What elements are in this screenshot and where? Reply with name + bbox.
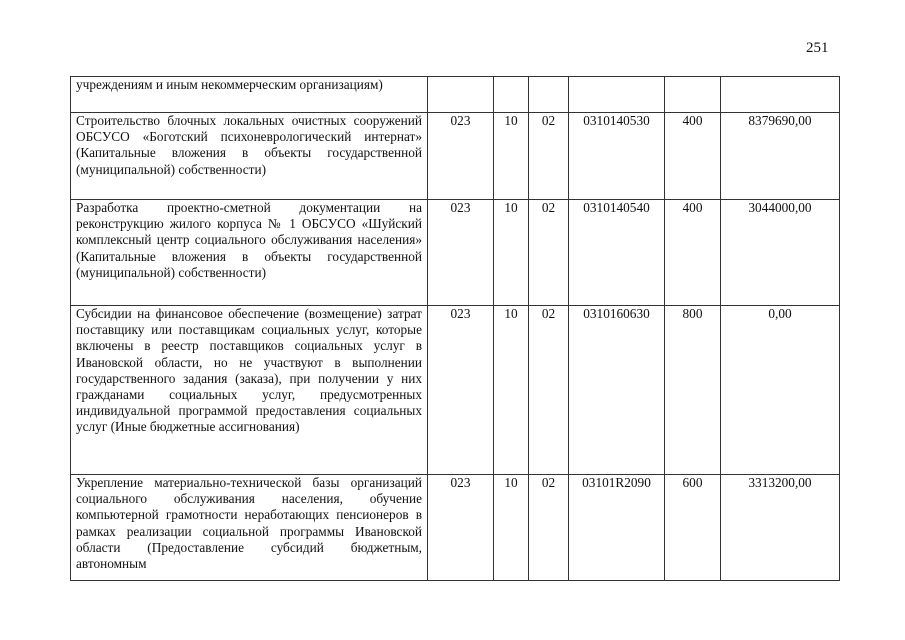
department-code: 023 (428, 306, 494, 475)
target-article-code: 0310140540 (569, 200, 665, 306)
section-code: 10 (494, 306, 529, 475)
page-number: 251 (806, 40, 829, 56)
table-row (71, 200, 840, 306)
department-code (428, 77, 494, 113)
department-code: 023 (428, 113, 494, 200)
target-article-code: 0310160630 (569, 306, 665, 475)
target-article-code: 0310140530 (569, 113, 665, 200)
table-row (71, 475, 840, 581)
section-code (494, 77, 529, 113)
department-code: 023 (428, 200, 494, 306)
expense-name: Разработка проектно-сметной документации на реконструкцию жилого корпуса № 1 ОБСУСО «Шуйский комплексный центр социального обслуживания населения» (Капитальные вложения в объекты государственной (муниципальной) собственности) (71, 200, 428, 306)
expense-type-code: 400 (665, 200, 721, 306)
section-code: 10 (494, 475, 529, 581)
subsection-code: 02 (529, 475, 569, 581)
department-code: 023 (428, 475, 494, 581)
amount: 0,00 (721, 306, 840, 475)
expense-type-code (665, 77, 721, 113)
expense-name: Строительство блочных локальных очистных сооружений ОБСУСО «Боготский психоневрологический интернат» (Капитальные вложения в объекты государственной (муниципальной) собственности) (71, 113, 428, 200)
expense-name: Укрепление материально-технической базы организаций социального обслуживания населения, обучение компьютерной грамотности неработающих пенсионеров в рамках реализации социальной программы Ивановской области (Предоставление субсидий бюджетным, автономным (71, 475, 428, 581)
expense-name: учреждениям и иным некоммерческим организациям) (71, 77, 428, 113)
subsection-code: 02 (529, 306, 569, 475)
amount: 3044000,00 (721, 200, 840, 306)
section-code: 10 (494, 200, 529, 306)
expense-type-code: 800 (665, 306, 721, 475)
subsection-code (529, 77, 569, 113)
table-row (71, 306, 840, 475)
target-article-code: 03101R2090 (569, 475, 665, 581)
amount: 3313200,00 (721, 475, 840, 581)
expense-type-code: 400 (665, 113, 721, 200)
table-row (71, 113, 840, 200)
amount (721, 77, 840, 113)
target-article-code (569, 77, 665, 113)
amount: 8379690,00 (721, 113, 840, 200)
table-row (71, 77, 840, 113)
subsection-code: 02 (529, 200, 569, 306)
section-code: 10 (494, 113, 529, 200)
expense-name: Субсидии на финансовое обеспечение (возмещение) затрат поставщику или поставщикам социальных услуг, которые включены в реестр поставщиков социальных услуг в Ивановской области, но не участвуют в выполнении государственного задания (заказа), при получении у них гражданами социальных услуг, предусмотренных индивидуальной программой предоставления социальных услуг (Иные бюджетные ассигнования) (71, 306, 428, 475)
subsection-code: 02 (529, 113, 569, 200)
budget-table (70, 76, 840, 581)
expense-type-code: 600 (665, 475, 721, 581)
